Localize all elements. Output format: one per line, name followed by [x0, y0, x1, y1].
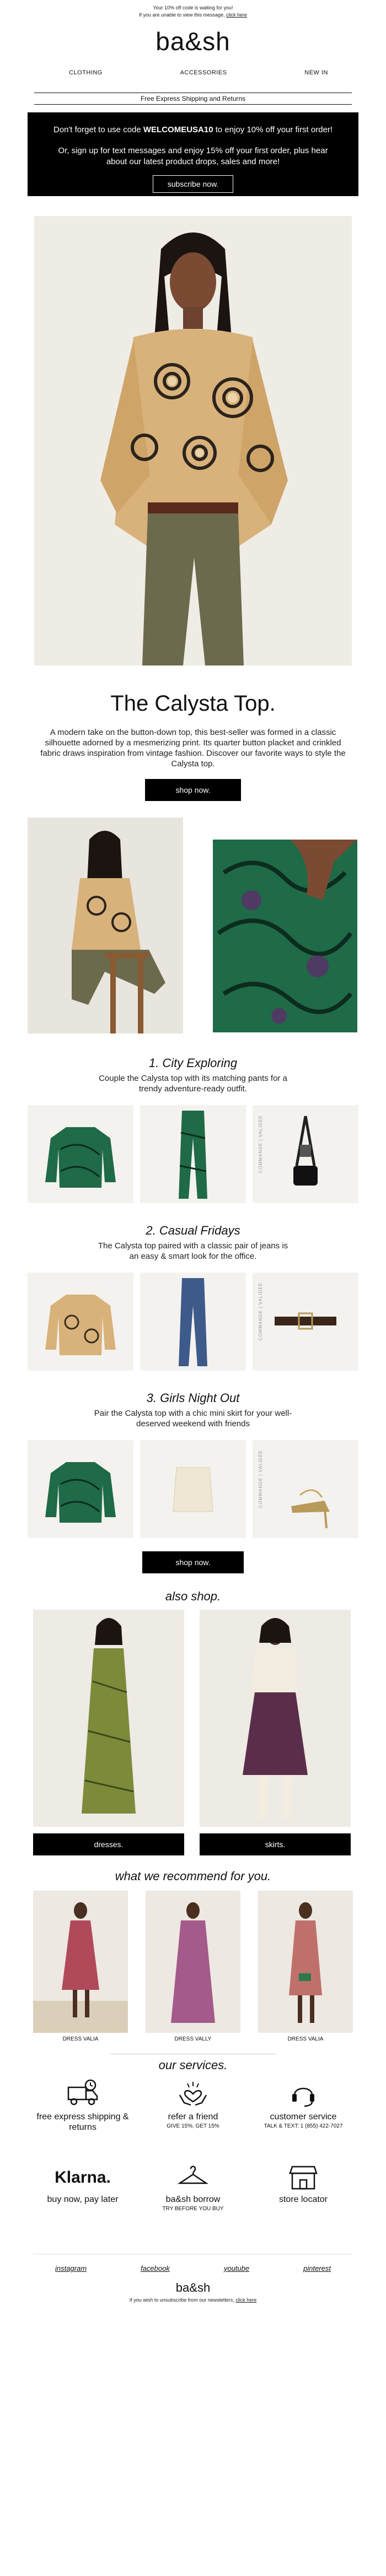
services-grid [0, 2079, 386, 2244]
looks-shop-now-button[interactable]: shop now. [142, 1551, 244, 1573]
lifestyle-image-1[interactable] [28, 818, 183, 1033]
look-3-products [0, 1440, 386, 1538]
look-1-products [0, 1105, 386, 1203]
hero-image[interactable] [34, 216, 352, 665]
service-store-title: store locator [278, 2195, 328, 2204]
nav-accessories[interactable]: ACCESSORIES [180, 69, 227, 76]
hero-shop-now-button[interactable]: shop now. [145, 779, 241, 801]
preheader-line1: Your 10% off code is waiting for you! [153, 5, 233, 10]
side-brand-label: COMMANDE | VALIDÉE [258, 1450, 263, 1508]
promo-code: WELCOMEUSA10 [143, 125, 213, 134]
subscribe-button[interactable]: subscribe now. [153, 175, 234, 193]
preheader-line2-text: If you are unable to view this message, [138, 12, 227, 18]
shipping-banner[interactable]: Free Express Shipping and Returns [34, 93, 352, 105]
service-refer[interactable] [143, 2079, 243, 2129]
services-title: our services. [158, 2058, 228, 2072]
service-shipping-title: free express shipping & returns [36, 2112, 129, 2132]
look-3-title: 3. Girls Night Out [146, 1391, 240, 1405]
pinterest-link[interactable]: pinterest [303, 2264, 331, 2272]
also-shop-title: also shop. [165, 1589, 221, 1603]
preheader [0, 0, 386, 19]
social-links [0, 2264, 386, 2275]
look-1-product-top[interactable] [28, 1105, 133, 1203]
unsubscribe-text: If you wish to unsubscribe from our newsletters, [129, 2297, 236, 2303]
instagram-link[interactable]: instagram [55, 2264, 87, 2272]
look-1-text: Couple the Calysta top with its matching pants for a trendy adventure-ready outfit. [99, 1074, 287, 1094]
promo-line1 [28, 125, 358, 136]
recommend-row [0, 1891, 386, 2050]
recommend-item-3-label[interactable]: DRESS VALIA [287, 2036, 324, 2042]
footer-logo[interactable]: ba&sh [175, 2281, 211, 2294]
service-klarna-title: buy now, pay later [47, 2195, 119, 2204]
also-shop-row [0, 1610, 386, 1857]
look-2-title: 2. Casual Fridays [146, 1224, 240, 1237]
promo-box [28, 112, 358, 196]
hero-title: The Calysta Top. [110, 691, 276, 716]
main-nav [0, 61, 386, 85]
service-shipping[interactable] [33, 2079, 132, 2133]
look-3-product-skirt[interactable] [140, 1440, 246, 1538]
look-1-product-bag[interactable] [253, 1105, 358, 1203]
heart-hands-icon [143, 2079, 243, 2112]
lifestyle-image-2[interactable] [213, 840, 357, 1032]
promo-line1-suffix: to enjoy 10% off your first order! [213, 125, 333, 134]
klarna-logo: Klarna. [55, 2168, 111, 2187]
look-2-product-belt[interactable] [253, 1273, 358, 1371]
side-brand-label: COMMANDE | VALIDÉE [258, 1282, 263, 1341]
recommend-item-3-image[interactable] [258, 1891, 353, 2033]
recommend-item-1-image[interactable] [33, 1891, 128, 2033]
unsubscribe-link[interactable]: click here [235, 2297, 257, 2303]
lifestyle-row [0, 818, 386, 1033]
also-shop-dresses-image[interactable] [33, 1610, 184, 1827]
nav-clothing[interactable]: CLOTHING [69, 69, 103, 76]
look-3-text: Pair the Calysta top with a chic mini skirt for your well-deserved weekend with friends [94, 1409, 292, 1428]
recommend-item-2-image[interactable] [146, 1891, 240, 2033]
service-refer-sub: GIVE 15%, GET 15% [167, 2123, 219, 2129]
youtube-link[interactable]: youtube [223, 2264, 250, 2272]
service-borrow-title: ba&sh borrow [165, 2195, 221, 2204]
side-brand-label: COMMANDE | VALIDÉE [258, 1115, 263, 1173]
truck-icon [33, 2079, 132, 2112]
headset-icon [254, 2079, 353, 2112]
look-2-text: The Calysta top paired with a classic pair of jeans is an easy & smart look for the office. [98, 1241, 288, 1261]
service-customer-sub: TALK & TEXT: 1 (855) 422-7027 [264, 2123, 343, 2129]
hero-body: A modern take on the button-down top, this best-seller was formed in a classic silhouette adorned by a mesmerizing print. Its quarter button placket and crinkled fabric draws inspiration from vintage fashion. Discover our favorite ways to style the Calysta top. [40, 728, 346, 769]
view-online-link[interactable]: click here [226, 12, 248, 18]
facebook-link[interactable]: facebook [141, 2264, 170, 2272]
brand-logo[interactable]: ba&sh [156, 27, 230, 56]
hanger-icon [143, 2161, 243, 2194]
service-customer[interactable] [254, 2079, 353, 2129]
preheader-line2 [0, 12, 386, 19]
service-refer-title: refer a friend [168, 2112, 218, 2122]
recommend-item-2-label[interactable]: DRESS VALLY [174, 2036, 212, 2042]
recommend-item-1-label[interactable]: DRESS VALIA [62, 2036, 99, 2042]
promo-line1-prefix: Don't forget to use code [53, 125, 143, 134]
service-store[interactable] [254, 2161, 353, 2205]
look-2-product-top[interactable] [28, 1273, 133, 1371]
store-icon [254, 2161, 353, 2194]
service-klarna[interactable] [33, 2161, 132, 2205]
dresses-button[interactable]: dresses. [33, 1833, 184, 1855]
also-shop-skirts-image[interactable] [200, 1610, 351, 1827]
recommend-title: what we recommend for you. [115, 1869, 271, 1883]
look-3-product-sandal[interactable] [253, 1440, 358, 1538]
look-3-product-top[interactable] [28, 1440, 133, 1538]
look-2-products [0, 1273, 386, 1371]
look-1-product-pants[interactable] [140, 1105, 246, 1203]
service-borrow[interactable] [143, 2161, 243, 2212]
look-1-title: 1. City Exploring [148, 1056, 238, 1070]
service-borrow-sub: TRY BEFORE YOU BUY [162, 2206, 224, 2212]
nav-new-in[interactable]: NEW IN [304, 69, 328, 76]
promo-line2: Or, sign up for text messages and enjoy 15% off your first order, plus hear about our latest product drops, sales and more! [58, 146, 328, 166]
look-2-product-jeans[interactable] [140, 1273, 246, 1371]
unsubscribe-line [0, 2297, 386, 2303]
service-customer-title: customer service [270, 2112, 337, 2122]
skirts-button[interactable]: skirts. [200, 1833, 351, 1855]
